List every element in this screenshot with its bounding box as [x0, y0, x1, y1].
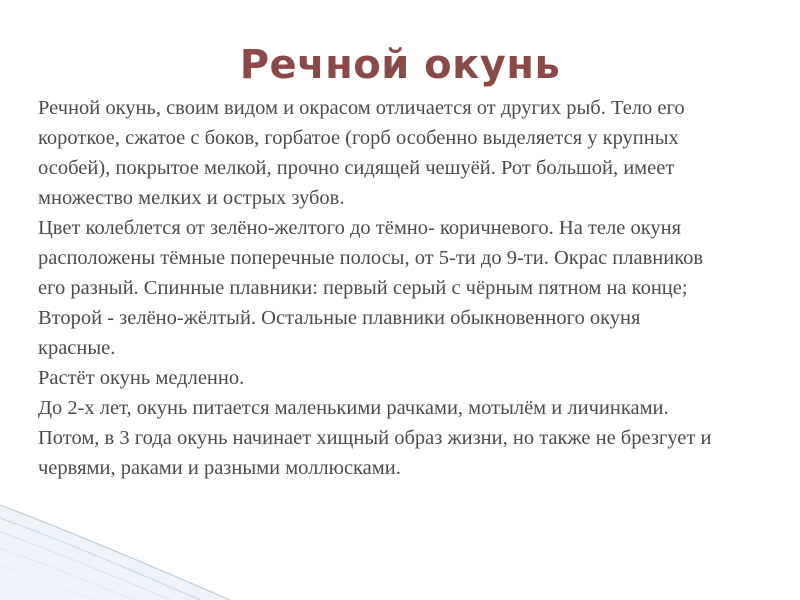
slide-body-text: Речной окунь, своим видом и окрасом отличается от других рыб. Тело его короткое, сжатое с боков, горбатое (горб особенно выделяется у крупных особей), покрытое мелкой, прочно сидящей чешуёй. Рот большой, имеет множество мелких и острых зубов. Цвет колеблется от зелёно-желтого до тёмно- коричневого. На теле окуня расположены тёмные поперечные полосы, от 5-ти до 9-ти. Окрас плавников его разный. Спинные плавники: первый серый с чёрным пятном на конце; Второй - зелёно-жёлтый. Остальные плавники обыкновенного окуня красные. Растёт окунь медленно. До 2-х лет, окунь питается маленькими рачками, мотылём и личинками. Потом, в 3 года окунь начинает хищный образ жизни, но также не брезгует и червями, раками и разными моллюсками.: [38, 97, 712, 479]
slide-title: Речной окунь: [239, 42, 561, 88]
